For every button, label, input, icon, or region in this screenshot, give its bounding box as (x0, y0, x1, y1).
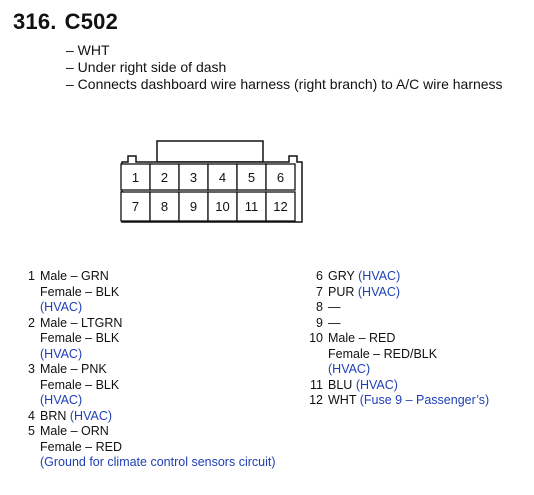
pin-circuit: (HVAC) (40, 393, 83, 407)
section-number: 316. (13, 9, 57, 34)
connector-name: C502 (64, 9, 119, 34)
pin-male-wire: Male – LTGRN (40, 315, 123, 330)
pin-entry-12 (299, 393, 489, 409)
pin-number: 1 (28, 269, 35, 283)
pin-male-wire: Male – RED (328, 331, 396, 345)
pin-circuit: (HVAC) (69, 408, 113, 423)
pin-female-wire: Female – RED (40, 439, 122, 454)
pin-wire: WHT (328, 393, 357, 407)
pin-female-wire: Female – BLK (40, 331, 120, 345)
connector-notes (66, 42, 503, 93)
pin-entry-10 (299, 331, 489, 378)
pin-wire: PUR (328, 284, 355, 299)
pin-entry-6 (299, 269, 489, 285)
pin-label-1: 1 (131, 170, 140, 185)
pin-wire: BRN (40, 408, 67, 423)
note-connection: – Connects dashboard wire harness (right branch) to A/C wire harness (66, 76, 503, 92)
pin-label-3: 3 (189, 170, 198, 185)
connector-latch (157, 141, 263, 162)
pin-number: 8 (316, 300, 323, 314)
pin-label-9: 9 (189, 199, 198, 214)
pin-entry-11 (299, 378, 489, 394)
pin-entry-9 (299, 316, 489, 332)
pin-circuit: (Fuse 9 – Passenger’s) (359, 393, 490, 407)
note-color: – WHT (66, 42, 110, 58)
pin-female-wire: Female – BLK (40, 284, 120, 299)
pin-male-wire: Male – GRN (40, 269, 109, 283)
pin-entry-8 (299, 300, 489, 316)
pin-entry-2 (15, 316, 276, 363)
pin-list-left (15, 269, 276, 471)
pin-number: 2 (28, 315, 35, 330)
pin-wire: — (328, 300, 341, 314)
pin-number: 4 (28, 408, 35, 423)
pin-label-6: 6 (276, 170, 285, 185)
pin-circuit: (HVAC) (40, 300, 83, 314)
pin-label-2: 2 (160, 170, 169, 185)
pin-female-wire: Female – BLK (40, 377, 120, 392)
pin-label-4: 4 (218, 170, 227, 185)
pin-entry-3 (15, 362, 276, 409)
pin-entry-5 (15, 424, 276, 471)
page-title (13, 9, 118, 35)
pin-label-8: 8 (160, 199, 169, 214)
pin-entry-1 (15, 269, 276, 316)
pin-male-wire: Male – PNK (40, 362, 107, 376)
pin-entry-4 (15, 409, 276, 425)
pin-circuit: (Ground for climate control sensors circuit) (40, 455, 276, 469)
pin-number: 7 (316, 284, 323, 299)
pin-circuit: (HVAC) (328, 362, 371, 376)
pin-number: 6 (316, 269, 323, 283)
pin-label-11: 11 (244, 199, 259, 214)
pin-label-10: 10 (215, 199, 230, 214)
note-location: – Under right side of dash (66, 59, 227, 75)
pin-entry-7 (299, 285, 489, 301)
connector-diagram (120, 140, 305, 225)
pin-number: 3 (28, 362, 35, 376)
pin-number: 11 (310, 377, 323, 392)
pin-circuit: (HVAC) (358, 269, 401, 283)
pin-list-right (299, 269, 489, 409)
pin-circuit: (HVAC) (357, 284, 401, 299)
pin-wire: — (328, 315, 341, 330)
pin-wire: GRY (328, 269, 355, 283)
pin-label-7: 7 (131, 199, 140, 214)
pin-number: 5 (28, 424, 35, 438)
pin-label-12: 12 (273, 199, 288, 214)
pin-number: 9 (316, 315, 323, 330)
pin-number: 12 (309, 393, 323, 407)
pin-circuit: (HVAC) (355, 377, 398, 392)
pin-label-5: 5 (247, 170, 256, 185)
pin-male-wire: Male – ORN (40, 424, 109, 438)
pin-circuit: (HVAC) (40, 346, 83, 361)
pin-wire: BLU (328, 377, 353, 392)
pin-female-wire: Female – RED/BLK (328, 346, 438, 361)
pin-number: 10 (309, 331, 323, 345)
